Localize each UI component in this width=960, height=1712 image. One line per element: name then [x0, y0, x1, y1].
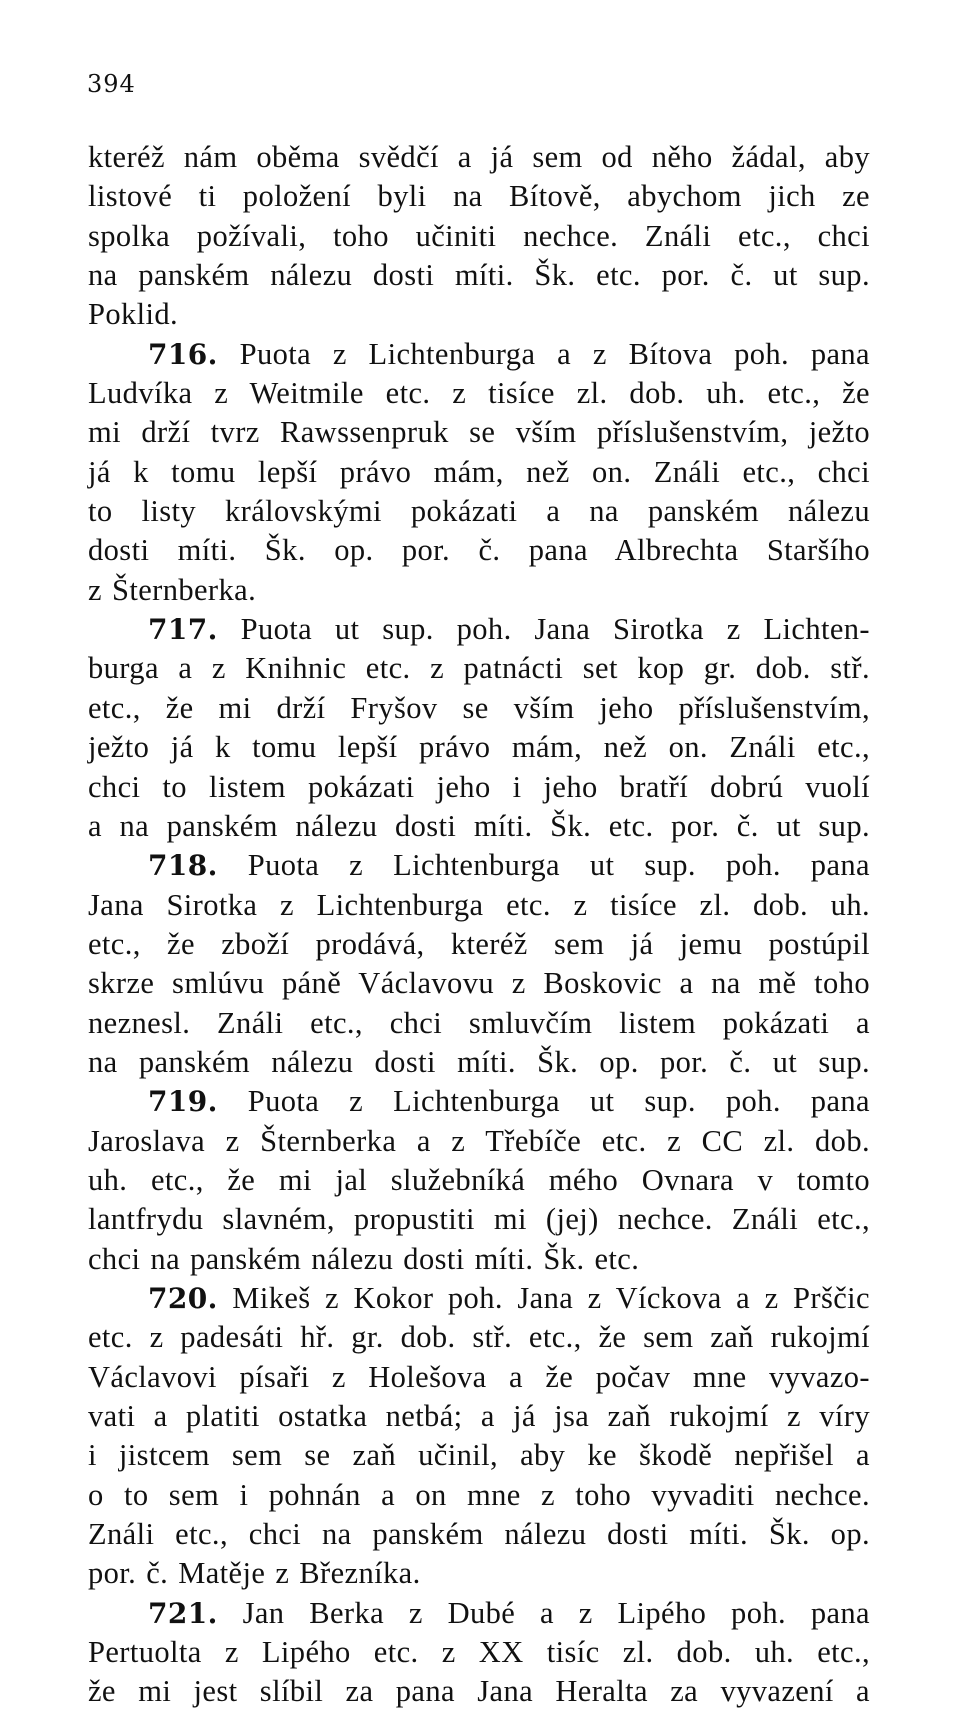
- entry-number: 719.: [148, 1085, 218, 1119]
- text-line: Puota z Lichtenburga ut sup. poh. pana: [247, 848, 870, 883]
- text-line: por. č. Matěje z Březníka.: [88, 1556, 421, 1591]
- text-line: ježto já k tomu lepší právo mám, než on. Ználi etc.,: [88, 730, 870, 765]
- text-line: neznesl. Ználi etc., chci smluvčím listem pokázati a: [88, 1005, 870, 1040]
- text-line: na panském nálezu dosti míti. Šk. op. por. č. ut sup.: [88, 1044, 870, 1079]
- text-line: vati a platiti ostatka netbá; a já jsa zaň rukojmí z víry: [88, 1399, 870, 1433]
- text-line: a na panském nálezu dosti míti. Šk. etc. por. č. ut sup.: [88, 808, 870, 843]
- text-line: Puota ut sup. poh. Jana Sirotka z Lichten-: [240, 612, 870, 647]
- entry-720-first-line: [88, 1279, 870, 1318]
- text-line: já k tomu lepší právo mám, než on. Ználi etc., chci: [88, 454, 870, 489]
- text-line: kteréž nám oběma svědčí a já sem od něho žádal, aby: [88, 140, 870, 174]
- text-line: chci to listem pokázati jeho i jeho bratří dobrú vuolí: [88, 769, 870, 804]
- text-line: Puota z Lichtenburga a z Bítova poh. pana: [239, 336, 870, 371]
- entry-number: 717.: [148, 613, 218, 647]
- text-line: Ználi etc., chci na panském nálezu dosti míti. Šk. op.: [88, 1517, 870, 1552]
- text-line: uh. etc., že mi jal služebníká mého Ovnara v tomto: [88, 1162, 870, 1197]
- text-line: Jaroslava z Šternberka a z Třebíče etc. z CC zl. dob.: [88, 1123, 870, 1158]
- entry-721-first-line: [88, 1594, 870, 1633]
- entry-718-first-line: [88, 846, 870, 885]
- entry-number: 718.: [148, 849, 218, 883]
- text-line: i jistcem sem se zaň učinil, aby ke škodě nepřišel a: [88, 1438, 870, 1473]
- text-line: Jana Sirotka z Lichtenburga etc. z tisíce zl. dob. uh.: [88, 887, 870, 922]
- text-line: Ludvíka z Weitmile etc. z tisíce zl. dob. uh. etc., že: [88, 376, 870, 411]
- text-line: listové ti položení byli na Bítově, abychom jich ze: [88, 179, 870, 214]
- text-line: Jan Berka z Dubé a z Lipého poh. pana: [242, 1595, 870, 1630]
- page-text: [88, 138, 870, 1712]
- entry-716-first-line: [88, 335, 870, 374]
- entry-number: 720.: [148, 1281, 218, 1315]
- entry-number: 716.: [148, 337, 218, 371]
- text-line: to listy královskými pokázati a na panském nálezu: [88, 494, 870, 529]
- page-number: 394: [87, 70, 136, 98]
- text-line: chci na panském nálezu dosti míti. Šk. etc.: [88, 1241, 640, 1276]
- text-line: Puota z Lichtenburga ut sup. poh. pana: [247, 1084, 870, 1119]
- entry-number: 721.: [148, 1596, 218, 1630]
- text-line: Václavovi písaři z Holešova a že počav mne vyvazo-: [88, 1359, 870, 1394]
- text-line: Pertuolta z Lipého etc. z XX tisíc zl. dob. uh. etc.,: [88, 1635, 870, 1670]
- entry-717-first-line: [88, 610, 870, 649]
- text-line: dosti míti. Šk. op. por. č. pana Albrechta Staršího: [88, 533, 870, 568]
- text-line: spolka požívali, toho učiniti nechce. Ználi etc., chci: [88, 218, 870, 253]
- text-line: Mikeš z Kokor poh. Jana z Víckova a z Prščic: [232, 1280, 870, 1315]
- text-line: Poklid.: [88, 297, 179, 332]
- text-line: z Šternberka.: [88, 572, 257, 607]
- text-line: etc., že zboží prodává, kteréž sem já jemu postúpil: [88, 926, 870, 961]
- text-line: skrze smlúvu páně Václavovu z Boskovic a na mě toho: [88, 966, 870, 1001]
- entry-719-first-line: [88, 1082, 870, 1121]
- text-line: lantfrydu slavném, propustiti mi (jej) nechce. Ználi etc.,: [88, 1202, 870, 1237]
- text-line: na panském nálezu dosti míti. Šk. etc. por. č. ut sup.: [88, 258, 870, 293]
- text-line: o to sem i pohnán a on mne z toho vyvaditi nechce.: [88, 1477, 870, 1512]
- text-line: burga a z Knihnic etc. z patnácti set kop gr. dob. stř.: [88, 651, 870, 686]
- text-line: mi drží tvrz Rawssenpruk se vším příslušenstvím, ježto: [88, 415, 870, 450]
- text-line: etc., že mi drží Fryšov se vším jeho příslušenstvím,: [88, 690, 870, 725]
- text-line: že mi jest slíbil za pana Jana Heralta za vyvazení a: [88, 1674, 870, 1709]
- text-line: etc. z padesáti hř. gr. dob. stř. etc., že sem zaň rukojmí: [88, 1320, 870, 1355]
